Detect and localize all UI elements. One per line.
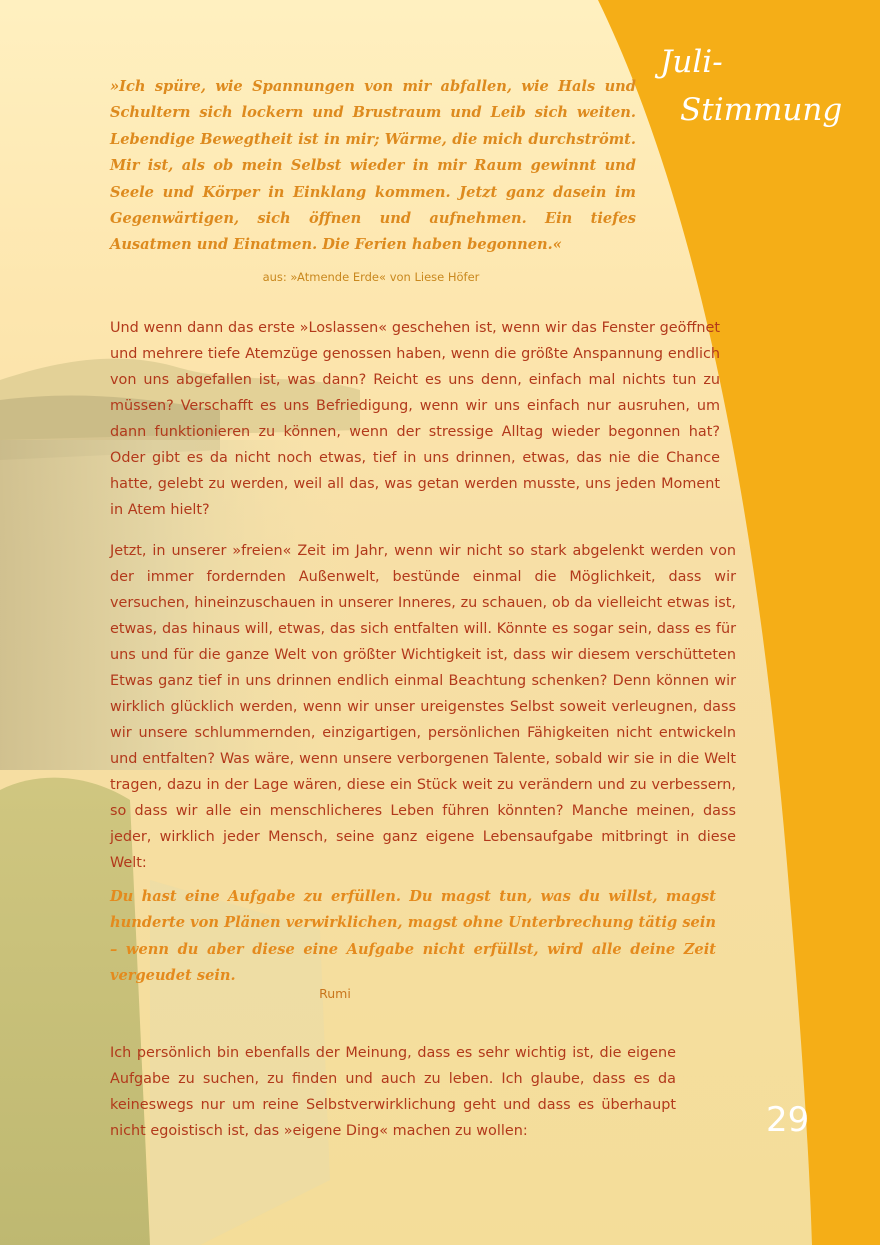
rumi-quote: Du hast eine Aufgabe zu erfüllen. Du magst tun, was du willst, magst hunderte von Plänen verwirklichen, magst ohne Unterbrechung tätig sein – wenn du aber diese eine Aufgabe nicht erfüllst, wird alle deine Zeit vergeudet sein. (110, 888, 716, 985)
chapter-title (640, 38, 870, 134)
quote-source: aus: »Atmende Erde« von Liese Höfer (262, 270, 480, 284)
body-paragraph-2: Jetzt, in unserer »freien« Zeit im Jahr, wenn wir nicht so stark abgelenkt werden von der immer fordernden Außenwelt, bestünde einmal die Möglichkeit, dass wir versuchen, hineinzuschauen in unserer Inneres, zu schauen, ob da vielleicht etwas ist, etwas, das hinaus will, etwas, das sich entfalten will. Könnte es sogar sein, dass es für uns und für die ganze Welt von größter Wichtigkeit ist, dass wir diesem verschütteten Etwas ganz tief in uns drinnen endlich einmal Beachtung schenken? Denn können wir wirklich glücklich werden, wenn wir unser ureigenstes Selbst soweit verleugnen, dass wir unsere schlummernden, einzigartigen, persönlichen Fähigkeiten nicht entwickeln und entfalten? Was wäre, wenn unsere verborgenen Talente, sobald wir sie in die Welt tragen, dazu in der Lage wären, diese ein Stück weit zu verändern und zu verbessern, so dass wir alle ein menschlicheres Leben führen könnten? Manche meinen, dass jeder, wirklich jeder Mensch, seine ganz eigene Lebensaufgabe mitbringt in diese Welt: (110, 543, 736, 871)
chapter-title-line1: Juli- (660, 44, 723, 80)
chapter-title-line2: Stimmung (680, 92, 843, 128)
rumi-author: Rumi (319, 986, 351, 1001)
body-paragraph-1: Und wenn dann das erste »Loslassen« geschehen ist, wenn wir das Fenster geöffnet und mehrere tiefe Atemzüge genossen haben, wenn die größte Anspannung endlich von uns abgefallen ist, was dann? Reicht es uns denn, einfach mal nichts tun zu müssen? Verschafft es uns Befriedigung, wenn wir uns einfach nur ausruhen, um dann funktionieren zu können, wenn der stressige Alltag wieder begonnen hat? Oder gibt es da nicht noch etwas, tief in uns drinnen, etwas, das nie die Chance hatte, gelebt zu werden, weil all das, was getan werden musste, uns jeden Moment in Atem hielt? (110, 320, 720, 518)
page-number: 29 (766, 1100, 810, 1140)
body-paragraph-3: Ich persönlich bin ebenfalls der Meinung, dass es sehr wichtig ist, die eigene Aufgabe zu suchen, zu finden und auch zu leben. Ich glaube, dass es da keineswegs nur um reine Selbstverwirklichung geht und dass es überhaupt nicht egoistisch ist, das »eigene Ding« machen zu wollen: (110, 1045, 676, 1139)
opening-quote: »Ich spüre, wie Spannungen von mir abfallen, wie Hals und Schultern sich lockern und Brustraum und Leib sich weiten. Lebendige Bewegtheit ist in mir; Wärme, die mich durchströmt. Mir ist, als ob mein Selbst wieder in mir Raum gewinnt und Seele und Körper in Einklang kommen. Jetzt ganz dasein im Gegenwärtigen, sich öffnen und aufnehmen. Ein tiefes Ausatmen und Einatmen. Die Ferien haben begonnen.« (110, 78, 636, 254)
